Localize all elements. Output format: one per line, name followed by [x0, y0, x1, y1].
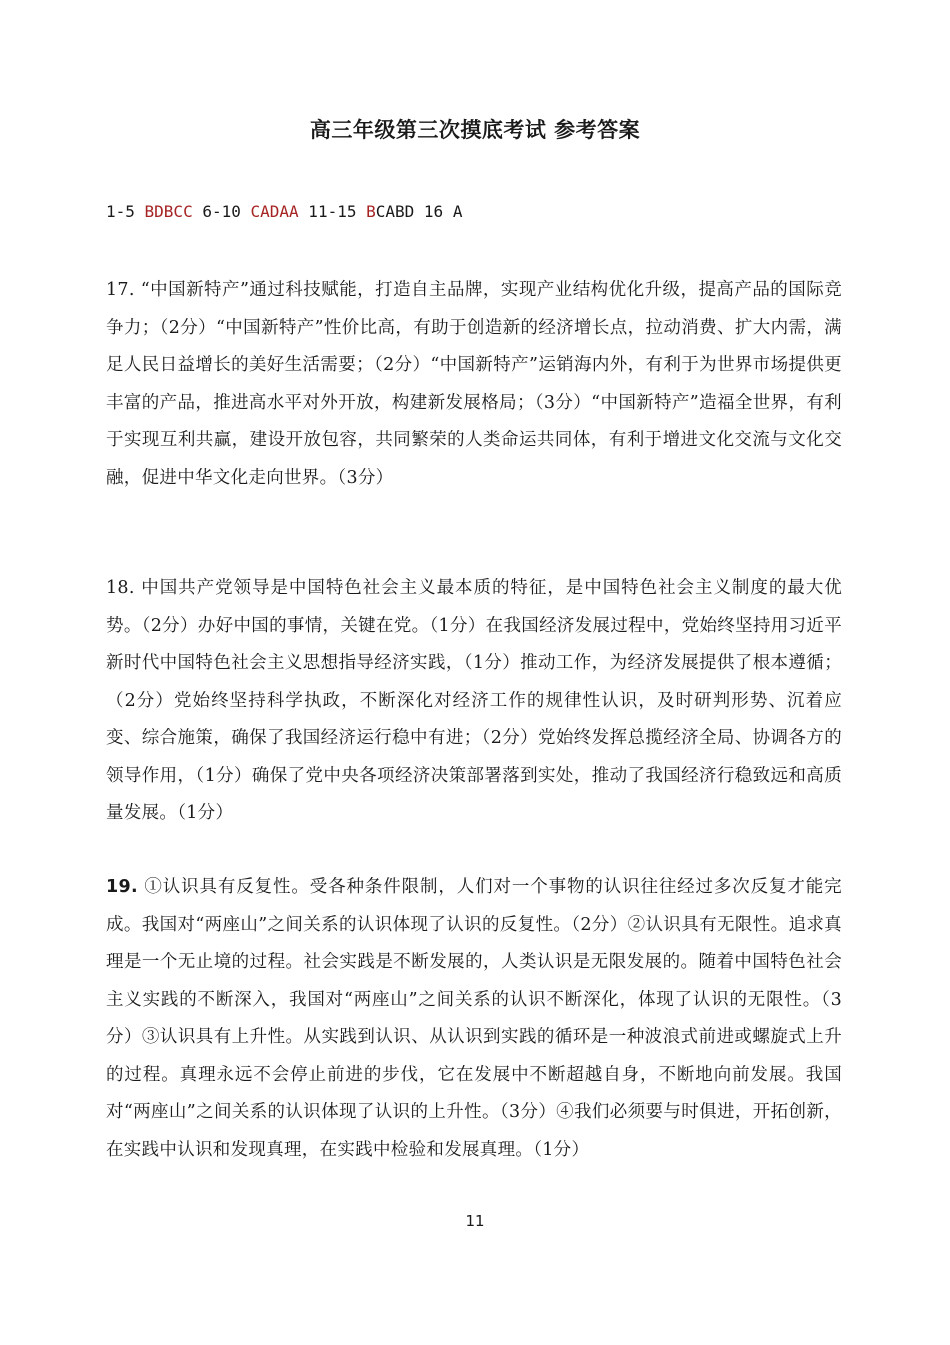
- mc-group-1-label: 1-5: [106, 202, 145, 221]
- q18-text: 中国共产党领导是中国特色社会主义最本质的特征，是中国特色社会主义制度的最大优势。（2分）办好中国的事情，关键在党。（1分）在我国经济发展过程中，党始终坚持用习近平新时代中国特色社会主义思想指导经济实践，（1分）推动工作，为经济发展提供了根本遵循；（2分）党始终坚持科学执政，不断深化对经济工作的规律性认识，及时研判形势、沉着应变、综合施策，确保了我国经济运行稳中有进；（2分）党始终发挥总揽经济全局、协调各方的领导作用，（1分）确保了党中央各项经济决策部署落到实处，推动了我国经济行稳致远和高质量发展。（1分）: [106, 578, 842, 823]
- mc-group-1-answers: BDBCC: [144, 202, 193, 221]
- mc-group-3-first-answer: B: [366, 202, 376, 221]
- page-number: 11: [465, 1212, 485, 1230]
- answer-q17: [106, 272, 842, 497]
- answer-q19: [106, 869, 842, 1169]
- multiple-choice-answers: [106, 202, 462, 221]
- q17-text: “中国新特产”通过科技赋能，打造自主品牌，实现产业结构优化升级，提高产品的国际竞争力；（2分）“中国新特产”性价比高，有助于创造新的经济增长点，拉动消费、扩大内需，满足人民日益增长的美好生活需要；（2分）“中国新特产”运销海内外，有利于为世界市场提供更丰富的产品，推进高水平对外开放，构建新发展格局；（3分）“中国新特产”造福全世界，有利于实现互利共赢，建设开放包容，共同繁荣的人类命运共同体，有利于增进文化交流与文化交融，促进中华文化走向世界。（3分）: [106, 280, 842, 488]
- q17-number: 17.: [106, 280, 135, 300]
- q19-number: 19.: [106, 877, 138, 897]
- q18-number: 18.: [106, 578, 135, 598]
- q19-text: ①认识具有反复性。受各种条件限制，人们对一个事物的认识往往经过多次反复才能完成。我国对“两座山”之间关系的认识体现了认识的反复性。（2分）②认识具有无限性。追求真理是一个无止境的过程。社会实践是不断发展的，人类认识是无限发展的。随着中国特色社会主义实践的不断深入，我国对“两座山”之间关系的认识不断深化，体现了认识的无限性。（3分）③认识具有上升性。从实践到认识、从认识到实践的循环是一种波浪式前进或螺旋式上升的过程。真理永远不会停止前进的步伐，它在发展中不断超越自身，不断地向前发展。我国对“两座山”之间关系的认识体现了认识的上升性。（3分）④我们必须要与时俱进，开拓创新，在实践中认识和发现真理，在实践中检验和发展真理。（1分）: [106, 877, 842, 1160]
- mc-group-4: 16 A: [414, 202, 463, 221]
- mc-group-2-answers: CADAA: [250, 202, 299, 221]
- mc-group-3-remaining-answers: CABD: [375, 202, 415, 221]
- answer-q18: [106, 570, 842, 833]
- mc-group-2-label: 6-10: [192, 202, 251, 221]
- mc-group-3-label: 11-15: [298, 202, 367, 221]
- page-title: 高三年级第三次摸底考试 参考答案: [309, 118, 641, 142]
